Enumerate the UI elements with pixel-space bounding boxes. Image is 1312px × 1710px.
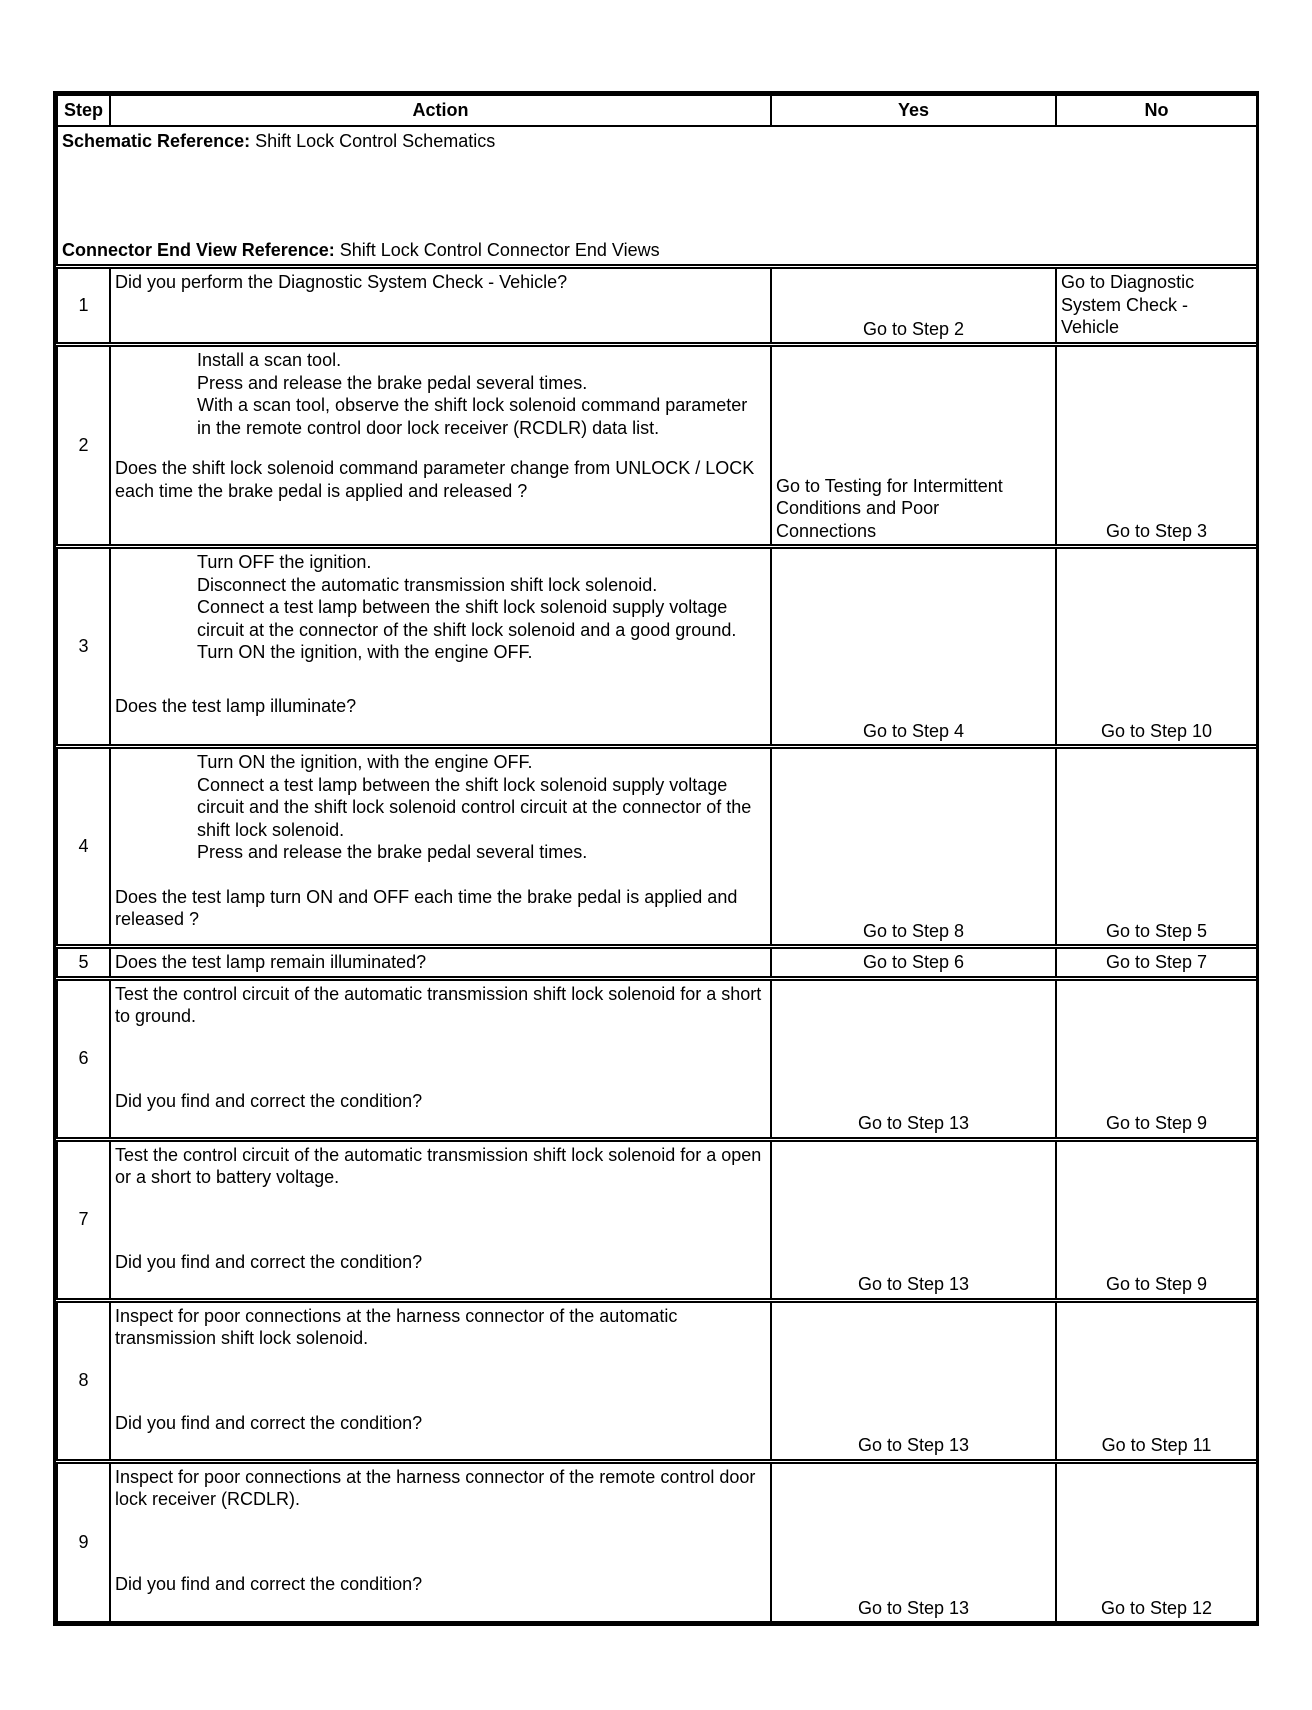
step-row-4 bbox=[57, 747, 1257, 947]
step-row-2 bbox=[57, 345, 1257, 547]
header-action: Action bbox=[110, 95, 771, 126]
yes-cell bbox=[771, 345, 1056, 547]
no-line: System Check - bbox=[1061, 294, 1189, 315]
action-text: Test the control circuit of the automatic transmission shift lock solenoid for a open or a short to battery voltage. bbox=[115, 1144, 762, 1187]
question-text: Does the shift lock solenoid command parameter change from UNLOCK / LOCK each time the brake pedal is applied and released ? bbox=[115, 458, 755, 501]
instruction: Press and release the brake pedal several times. bbox=[197, 842, 588, 862]
yes-cell: Go to Step 13 bbox=[771, 1300, 1056, 1461]
step-number: 7 bbox=[57, 1139, 110, 1300]
action-cell bbox=[110, 267, 771, 345]
yes-line: Go to Testing for Intermittent bbox=[776, 475, 1003, 496]
action-cell bbox=[110, 1461, 771, 1622]
step-number: 6 bbox=[57, 978, 110, 1139]
question-text: Did you find and correct the condition? bbox=[115, 1412, 423, 1433]
step-row-3 bbox=[57, 547, 1257, 747]
step-row-9 bbox=[57, 1461, 1257, 1622]
step-number: 4 bbox=[57, 747, 110, 947]
instruction: Turn OFF the ignition. bbox=[197, 552, 372, 572]
question-text: Does the test lamp remain illuminated? bbox=[110, 947, 771, 979]
yes-line: Connections bbox=[776, 520, 877, 541]
question-text: Does the test lamp turn ON and OFF each time the brake pedal is applied and released ? bbox=[115, 886, 738, 929]
step-row-1 bbox=[57, 267, 1257, 345]
no-cell: Go to Step 9 bbox=[1056, 1139, 1257, 1300]
action-cell bbox=[110, 1300, 771, 1461]
question-text: Did you find and correct the condition? bbox=[115, 1251, 423, 1272]
connector-reference-label: Connector End View Reference: bbox=[62, 239, 335, 260]
step-number: 8 bbox=[57, 1300, 110, 1461]
diagnostic-table bbox=[53, 91, 1259, 1626]
instruction: Disconnect the automatic transmission shift lock solenoid. bbox=[197, 574, 658, 595]
no-cell: Go to Step 7 bbox=[1056, 947, 1257, 979]
yes-line: Conditions and Poor bbox=[776, 498, 940, 518]
header-row bbox=[57, 95, 1257, 126]
no-cell bbox=[1056, 267, 1257, 345]
question-text: Did you find and correct the condition? bbox=[115, 1090, 423, 1111]
connector-reference bbox=[62, 239, 1252, 262]
yes-cell: Go to Step 13 bbox=[771, 978, 1056, 1139]
no-cell: Go to Step 12 bbox=[1056, 1461, 1257, 1622]
step-number: 1 bbox=[57, 267, 110, 345]
step-row-8 bbox=[57, 1300, 1257, 1461]
action-cell bbox=[110, 547, 771, 747]
step-number: 9 bbox=[57, 1461, 110, 1622]
action-text: Test the control circuit of the automatic transmission shift lock solenoid for a short to ground. bbox=[115, 983, 762, 1026]
yes-cell: Go to Step 4 bbox=[771, 547, 1056, 747]
no-cell: Go to Step 9 bbox=[1056, 978, 1257, 1139]
instruction: Turn ON the ignition, with the engine OFF. bbox=[197, 642, 533, 662]
action-text: Inspect for poor connections at the harness connector of the automatic transmission shift lock solenoid. bbox=[115, 1305, 678, 1348]
yes-cell: Go to Step 8 bbox=[771, 747, 1056, 947]
question-text: Does the test lamp illuminate? bbox=[115, 695, 357, 716]
instruction: Connect a test lamp between the shift lock solenoid supply voltage circuit at the connector of the shift lock solenoid and a good ground. bbox=[197, 597, 737, 640]
step-row-5 bbox=[57, 947, 1257, 979]
schematic-reference bbox=[62, 130, 1252, 153]
instruction: Connect a test lamp between the shift lock solenoid supply voltage circuit and the shift lock solenoid control circuit at the connector of the shift lock solenoid. bbox=[197, 774, 752, 840]
no-cell: Go to Step 3 bbox=[1056, 345, 1257, 547]
no-cell: Go to Step 11 bbox=[1056, 1300, 1257, 1461]
yes-cell: Go to Step 13 bbox=[771, 1139, 1056, 1300]
action-cell bbox=[110, 345, 771, 547]
connector-reference-link[interactable]: Shift Lock Control Connector End Views bbox=[339, 239, 660, 260]
instruction: Turn ON the ignition, with the engine OFF. bbox=[197, 752, 533, 772]
instruction: Press and release the brake pedal several times. bbox=[197, 372, 588, 393]
question-text: Did you find and correct the condition? bbox=[115, 1573, 423, 1594]
schematic-reference-label: Schematic Reference: bbox=[62, 131, 251, 151]
no-cell: Go to Step 10 bbox=[1056, 547, 1257, 747]
schematic-reference-link[interactable]: Shift Lock Control Schematics bbox=[255, 131, 496, 151]
yes-cell: Go to Step 6 bbox=[771, 947, 1056, 979]
action-cell bbox=[110, 1139, 771, 1300]
yes-cell: Go to Step 13 bbox=[771, 1461, 1056, 1622]
reference-row bbox=[57, 126, 1257, 267]
step-number: 5 bbox=[57, 947, 110, 979]
instruction: Install a scan tool. bbox=[197, 350, 342, 370]
no-line: Vehicle bbox=[1061, 317, 1120, 337]
header-yes: Yes bbox=[771, 95, 1056, 126]
step-row-7 bbox=[57, 1139, 1257, 1300]
action-cell bbox=[110, 978, 771, 1139]
step-number: 3 bbox=[57, 547, 110, 747]
question-text: Did you perform the Diagnostic System Check - Vehicle? bbox=[115, 272, 568, 292]
step-row-6 bbox=[57, 978, 1257, 1139]
instruction: With a scan tool, observe the shift lock solenoid command parameter in the remote control door lock receiver (RCDLR) data list. bbox=[197, 395, 748, 438]
step-number: 2 bbox=[57, 345, 110, 547]
no-line: Go to Diagnostic bbox=[1061, 272, 1195, 292]
action-cell bbox=[110, 747, 771, 947]
yes-cell: Go to Step 2 bbox=[771, 267, 1056, 345]
action-text: Inspect for poor connections at the harness connector of the remote control door lock receiver (RCDLR). bbox=[115, 1466, 756, 1509]
reference-cell bbox=[57, 126, 1257, 267]
header-step: Step bbox=[57, 95, 110, 126]
header-no: No bbox=[1056, 95, 1257, 126]
no-cell: Go to Step 5 bbox=[1056, 747, 1257, 947]
